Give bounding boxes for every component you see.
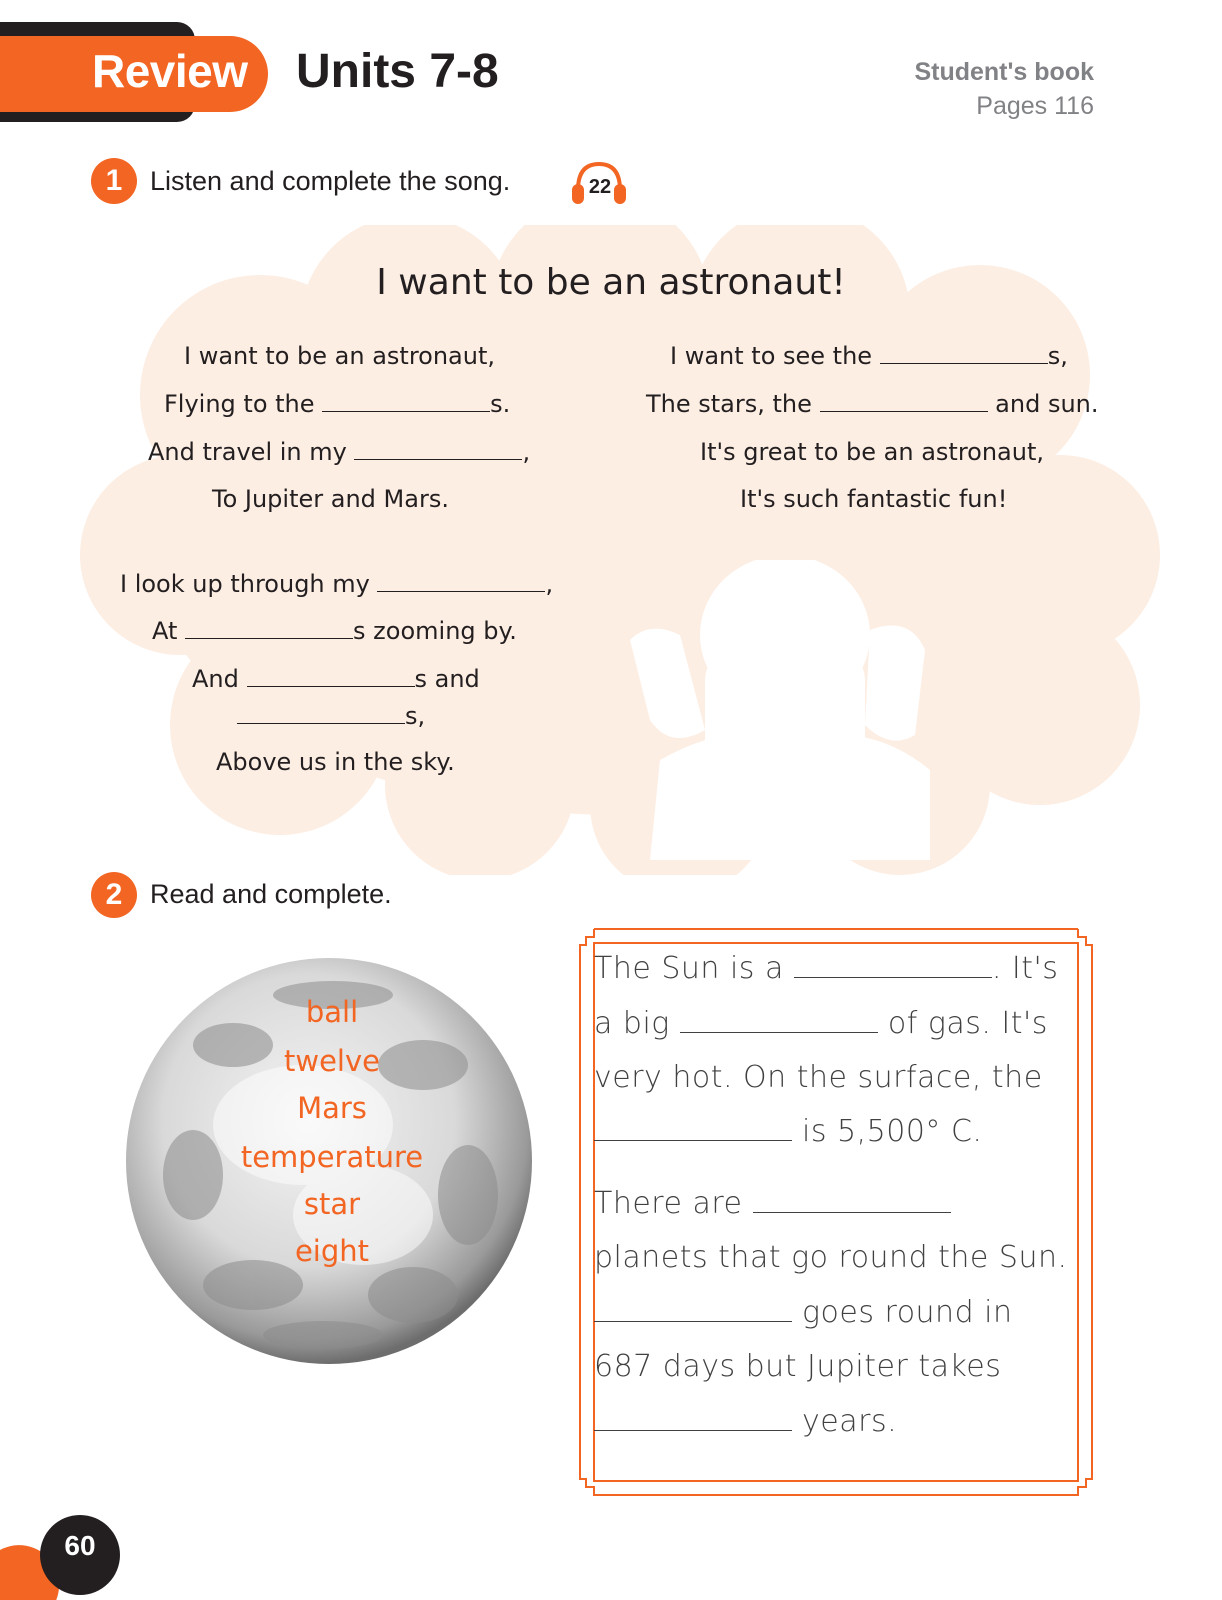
answer-blank[interactable]: [237, 702, 405, 724]
audio-track-number: 22: [588, 176, 612, 198]
song-line: I want to see the s,: [670, 342, 1068, 370]
song-line: And travel in my ,: [148, 438, 531, 466]
reading-line: 687 days but Jupiter takes: [594, 1349, 1002, 1384]
answer-blank[interactable]: [594, 1296, 792, 1322]
answer-blank[interactable]: [820, 390, 988, 412]
answer-blank[interactable]: [594, 1115, 792, 1141]
reading-line: There are: [594, 1186, 951, 1221]
reading-line: The Sun is a . It's: [594, 951, 1059, 986]
exercise-2-instruction: Read and complete.: [150, 879, 392, 909]
song-line: I want to be an astronaut,: [184, 342, 496, 370]
pages-reference: Pages 116: [976, 92, 1094, 120]
answer-blank[interactable]: [185, 617, 353, 639]
song-line: The stars, the and sun.: [646, 390, 1099, 418]
review-label: Review: [92, 45, 248, 97]
answer-blank[interactable]: [594, 1405, 792, 1431]
answer-blank[interactable]: [880, 342, 1048, 364]
word-bank-item: star: [303, 1187, 361, 1221]
exercise-2-number: 2: [91, 872, 137, 918]
astronaut-silhouette: [610, 560, 940, 860]
song-line: I look up through my ,: [120, 570, 554, 598]
reading-line: very hot. On the surface, the: [594, 1060, 1043, 1095]
answer-blank[interactable]: [680, 1007, 878, 1033]
exercise-1-instruction: Listen and complete the song.: [150, 166, 511, 196]
song-line: And s and: [192, 665, 480, 693]
students-book-label: Student's book: [914, 58, 1094, 86]
answer-blank[interactable]: [794, 952, 992, 978]
song-line: At s zooming by.: [152, 617, 517, 645]
song-line: Above us in the sky.: [216, 748, 455, 776]
answer-blank[interactable]: [377, 570, 545, 592]
answer-blank[interactable]: [247, 665, 415, 687]
reading-line: is 5,500° C.: [594, 1114, 982, 1149]
word-bank-item: ball: [305, 995, 359, 1029]
reading-line: a big of gas. It's: [594, 1006, 1048, 1041]
reading-line: years.: [594, 1404, 897, 1439]
song-line: Flying to the s.: [164, 390, 511, 418]
song-line: It's great to be an astronaut,: [700, 438, 1045, 466]
song-line: To Jupiter and Mars.: [212, 485, 449, 513]
word-bank-item: twelve: [284, 1044, 380, 1078]
answer-blank[interactable]: [322, 390, 490, 412]
song-line: s,: [237, 702, 425, 730]
page-number: 60: [64, 1530, 96, 1561]
exercise-1-number: 1: [91, 158, 137, 204]
reading-line: planets that go round the Sun.: [594, 1240, 1068, 1275]
word-bank-item: temperature: [240, 1140, 424, 1174]
word-bank-item: eight: [294, 1234, 370, 1268]
reading-line: goes round in: [594, 1295, 1013, 1330]
word-bank-item: Mars: [297, 1091, 367, 1125]
song-title: I want to be an astronaut!: [376, 262, 846, 303]
song-line: It's such fantastic fun!: [740, 485, 1008, 513]
answer-blank[interactable]: [753, 1187, 951, 1213]
units-title: Units 7-8: [296, 45, 499, 98]
answer-blank[interactable]: [354, 438, 522, 460]
